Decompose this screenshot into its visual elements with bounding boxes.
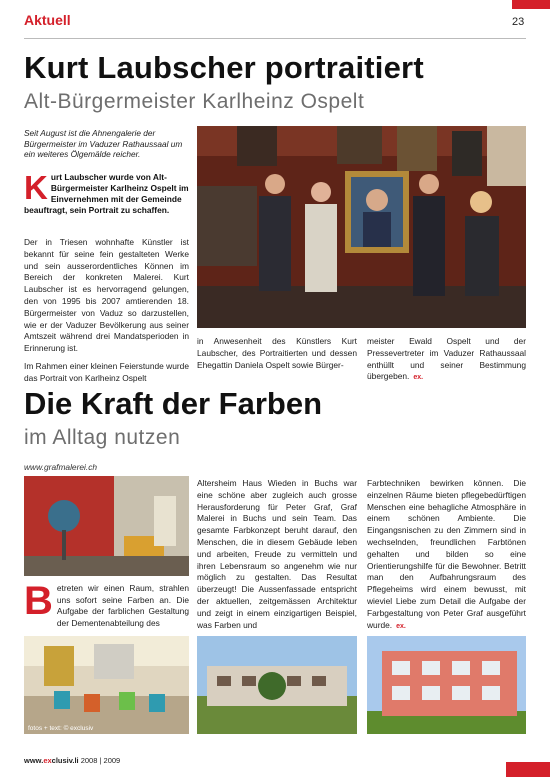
article2-column-3 — [367, 478, 526, 632]
footer-web-brand: ex — [43, 756, 52, 765]
article2-dropcap: B — [24, 579, 53, 623]
article1-paragraph: Im Rahmen einer kleinen Feierstunde wurde das Portrait von Karlheinz Ospelt — [24, 360, 189, 383]
article1-dropcap: K — [24, 169, 48, 206]
page-number: 23 — [512, 16, 525, 28]
article1-title: Kurt Laubscher portraitiert — [24, 50, 424, 85]
footer-web-suffix: clusiv.li — [51, 756, 79, 765]
article1-paragraph: Der in Triesen wohnhafte Künstler ist bekannt für seine fein gestalteten Werke und sein ausserordentliches Können im Bereich der konkreten Malerei. Kurt Laubscher ist es hervorragend gelungen, den von 1995 bis 2007 amtierenden 18. Bürgermeister von Vaduz so darzustellen, wie er der Vaduzer Bevölkerung aus seiner Amtszeit während drei Mandatsperioden in Erinnerung ist. — [24, 237, 189, 354]
article1-subtitle: Alt-Bürgermeister Karlheinz Ospelt — [24, 90, 365, 113]
section-label: Aktuell — [24, 12, 71, 28]
footer-issue: 2008 | 2009 — [80, 756, 121, 765]
footer-web-prefix: www. — [24, 756, 44, 765]
article1-end-mark: ex. — [413, 374, 424, 382]
article2-url: www.grafmalerei.ch — [24, 462, 98, 472]
article2-intro — [24, 579, 189, 629]
footer-website[interactable] — [24, 756, 79, 765]
article2-column-3-text: Farbtechniken bewirken können. Die einzelnen Räume bieten pflegebedürftigen Menschen eine behagliche Atmosphäre in einem schönen Ambiente. Die Eingangsnischen zu den Zimmern sind in wechselnden, freundlichen Farbtönen gehalten und bilden so eine Orientierungshilfe für die Bewohner. Betritt man den Aufbahrungsraum des Pflegeheims wird einem bewusst, mit wieviel Liebe zum Detail die Aufgabe der Farbgestaltung von Peter Graf ausgeführt wurde. — [367, 478, 526, 630]
article1-column-3-text: meister Ewald Ospelt und der Pressevertreter im Vaduzer Rathaussaal enthüllt und seiner Bestimmung übergeben. — [367, 336, 526, 382]
photo-credit: fotos + text: © exclusiv — [28, 725, 94, 732]
article2-intro-text: etreten wir einen Raum, strahlen uns sofort seine Farben an. Die Aufgabe der farblichen Gestaltung der Dementenabteilung des — [56, 583, 189, 628]
article1-body — [24, 237, 189, 391]
ceremony-photo — [197, 126, 526, 328]
article1-column-3 — [367, 336, 526, 384]
article1-caption: Seit August ist die Ahnengalerie der Bürgermeister im Vaduzer Rathaussaal um ein weiteres Ölgemälde reicher. — [24, 128, 183, 159]
dining-room-photo — [24, 636, 189, 734]
article1-column-2: in Anwesenheit des Künstlers Kurt Laubscher, des Portraitierten und dessen Ehegattin Daniela Ospelt sowie Bürger- — [197, 336, 357, 370]
page-tab-marker — [512, 0, 550, 9]
article2-end-mark: ex. — [396, 622, 406, 630]
facade-photo — [367, 636, 526, 734]
footer — [24, 756, 120, 765]
building-exterior-photo — [197, 636, 357, 734]
article1-lead-text: urt Laubscher wurde von Alt-Bürgermeister Karlheinz Ospelt im Einvernehmen mit der Gemeinde beauftragt, sein Portrait zu schaffen. — [24, 172, 189, 215]
article2-column-2: Altersheim Haus Wieden in Buchs war eine schöne aber zugleich auch grosse Herausforderung für Peter Graf, Graf Malerei in Buchs und sein Team. Das gesamte Farbkonzept beruht darauf, den Menschen, die in diesem Gebäude leben und arbeiten, Freude zu vermitteln und ihren Lebensraum so angenehm wie nur möglich zu gestalten. Das Resultat überzeugt! Die Aussenfassade entspricht der aktuellen, zeitgemässen Architektur und zeigt in einem einzigartigen Beispiel, was Farben und — [197, 478, 357, 630]
footer-red-corner — [506, 762, 550, 777]
article2-subtitle: im Alltag nutzen — [24, 426, 181, 449]
interior-photo-red-wall — [24, 476, 189, 576]
article2-title: Die Kraft der Farben — [24, 386, 323, 421]
article1-lead — [24, 169, 189, 216]
header-rule — [24, 38, 526, 39]
